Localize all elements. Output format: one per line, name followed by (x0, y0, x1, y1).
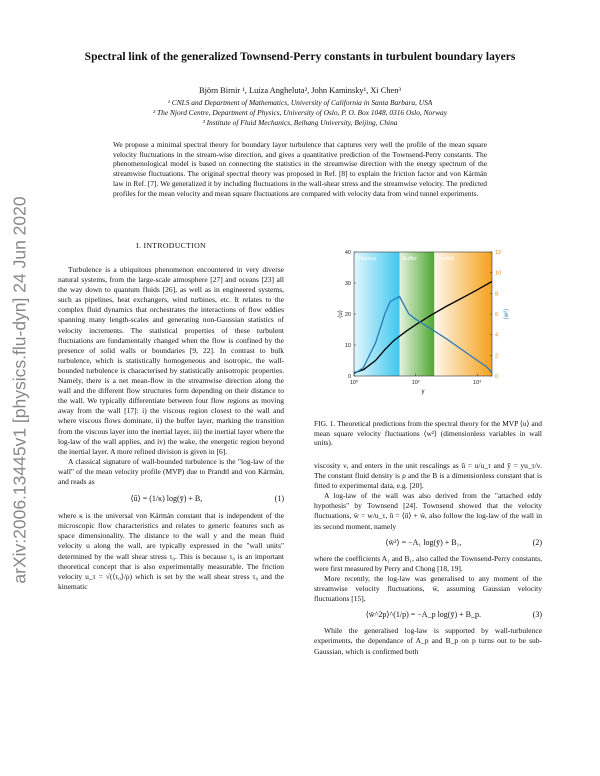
paper-title: Spectral link of the generalized Townsend-Perry constants in turbulent boundary layers (84, 51, 516, 63)
intro-paragraph-3: where κ is the universal von Kármán constant that is independent of the microscopic flow characteristics and relates to generic features such as space dimensionality. The distance to the wall y and the mean fluid velocity u along the wall, are typically expressed in the "wall units" determined by the wall shear stress τ₀. This is because τ₀ is an important theoretical concept that is also experimentally measurable. The friction velocity u_τ = √(⟨τ₀⟩/ρ) which is set by the wall shear stress τ₀ and the kinematic (58, 511, 284, 591)
right-paragraph-5: While the generalised log-law is supported by wall-turbulence experiments, the dependance of A_p and B_p on p turns out to be sub-Gaussian, which is confirmed both (314, 626, 542, 656)
right-column (314, 461, 542, 657)
region-label-viscous: Viscous (357, 256, 377, 262)
right-paragraph-1: viscosity ν, and enters in the unit rescalings as ū = u/u_τ and ȳ = yu_τ/ν. The constant fluid density is ρ and the B is a dimensionless constant that is fitted to experimental data, e.g. [20]. (314, 461, 542, 491)
arxiv-stamp (5, 180, 35, 600)
equation-3-number: (3) (532, 610, 542, 620)
y-right-axis-label: ⟨w²⟩ (504, 308, 510, 320)
y-right-tick-label: 2 (495, 353, 499, 360)
intro-paragraph-1: Turbulence is a ubiquitous phenomenon encountered in very diverse natural systems, from the large-scale atmosphere [27] and oceans [23] all the way down to quantum fluids [26], as well as in engineered systems, such as pipelines, heat exchangers, wind turbines, etc. It relates to the complex fluid dynamics that orchestrates the interactions of flow eddies spanning many length-scales and generating non-Gaussian statistics of velocity increments. The statistical properties of these turbulent fluctuations are fundamentally changed when the flow is confined by the presence of solid walls or boundaries [9, 22]. In contrast to bulk turbulence, which is statistically homogeneous and isotropic, the wall-bounded turbulence is characterised by statistically anisotropic properties. Namely, there is a net mean-flow in the streamwise direction along the wall and the different flow structures form depending on their distance to the wall. We typically differentiate between four flow regions as moving away from the wall [17]: i) the viscous region closest to the wall and where viscous flows dominate, ii) the buffer layer, marking the transition from the viscous layer into the inertial layer, iii) the inertial layer where the log-law of the wall applies, and iv) the wake, the energetic region beyond the inertial layer. A more refined division is given in [6]. (58, 265, 284, 456)
y-right-tick-label: 4 (495, 332, 499, 339)
intro-paragraph-2: A classical signature of wall-bounded turbulence is the "log-law of the wall" of the mean velocity profile (MVP) due to Prandtl and von Kármán, and reads as (58, 456, 284, 486)
affiliation-1: ¹ CNLS and Department of Mathematics, University of California in Santa Barbara, USA (167, 98, 433, 107)
y-left-tick-label: 10 (344, 343, 351, 349)
right-paragraph-3: where the coefficients A₁ and B₁, also called the Townsend-Perry constants, were first measured by Perry and Chong [18, 19]. (314, 553, 542, 573)
arxiv-id: arXiv:2006.13445v1 [physics.flu-dyn] 24 Jun 2020 (9, 196, 30, 584)
figure-1 (326, 244, 522, 408)
equation-1: ⟨ū⟩ = (1/κ) log(ȳ) + B, (130, 494, 203, 504)
author-list: Björn Birnir ¹, Luiza Angheluta², John Kaminsky¹, Xi Chen³ (199, 86, 401, 95)
y-left-axis-label: ⟨u⟩ (338, 309, 344, 319)
right-paragraph-4: More recently, the log-law was generalised to any moment of the streamwise velocity fluctuations, w̄, assuming Gaussian velocity fluctuations [15], (314, 573, 542, 604)
equation-3-row (314, 610, 542, 620)
right-paragraph-2: A log-law of the wall was also derived from the "attached eddy hypothesis" by Townsend [24]. Townsend showed that the velocity fluctuations, w̄ = w/u_τ, ū = ⟨ū⟩ + w̄, also follow the log-law of the wall in its second moment, namely (314, 491, 542, 531)
x-tick-label: 10⁴ (473, 380, 482, 386)
x-axis-label: y (421, 389, 425, 395)
region-inertial (434, 252, 492, 376)
y-right-tick-label: 8 (495, 291, 499, 298)
region-viscous (354, 252, 400, 376)
y-left-tick-label: 20 (344, 312, 351, 318)
equation-1-number: (1) (274, 494, 284, 504)
affiliation-2: ² The Njord Centre, Department of Physics, University of Oslo, P. O. Box 1048, 0316 Oslo, Norway (152, 108, 448, 117)
equation-3: ⟨w̄^2p⟩^(1/p) = −A_p log(ȳ) + B_p. (365, 610, 481, 620)
equation-1-row (58, 494, 284, 504)
figure-caption: FIG. 1. Theoretical predictions from the spectral theory for the MVP ⟨u⟩ and mean square velocity fluctuations ⟨w²⟩ (dimensionless variables in wall units). (314, 419, 542, 448)
affiliation-3: ³ Institute of Fluid Mechanics, Beihang University, Beijing, China (202, 118, 398, 127)
x-tick-label: 10⁰ (349, 380, 359, 386)
y-left-tick-label: 30 (344, 281, 351, 287)
equation-2-row (314, 538, 542, 548)
y-right-tick-label: 10 (495, 270, 502, 277)
y-right-tick-label: 0 (495, 374, 499, 380)
x-tick-label: 10² (411, 380, 420, 386)
region-label-buffer: Buffer (402, 256, 418, 262)
chart-svg (326, 244, 522, 408)
abstract: We propose a minimal spectral theory for boundary layer turbulence that captures very well the profile of the mean square velocity fluctuations in the stream-wise direction, and gives a quantitative prediction of the Townsend-Perry constants. The phenomenological model is based on connecting the statistics in the streamwise direction with the energy spectrum of the streamwise fluctuations. The original spectral theory was proposed in Ref. [8] to explain the friction factor and von Kármán law in Ref. [7]. We generalized it by including fluctuations in the wall-shear stress and the streamwise velocity. The predicted profiles for the mean velocity and mean square fluctuations are compared with velocity data from wind tunnel experiments. (113, 140, 487, 198)
region-buffer (400, 252, 435, 376)
left-column (58, 265, 284, 592)
equation-2: ⟨w̄²⟩ = −A₁ log(ȳ) + B₁, (385, 537, 462, 547)
y-left-tick-label: 40 (344, 250, 351, 256)
y-right-tick-label: 6 (495, 312, 499, 318)
equation-2-number: (2) (532, 537, 542, 547)
region-label-inertial: Inertial (437, 256, 454, 262)
y-right-tick-label: 12 (495, 250, 502, 256)
affiliations (70, 98, 530, 128)
y-left-tick-label: 0 (347, 374, 351, 380)
section-heading: I. INTRODUCTION (136, 241, 206, 250)
